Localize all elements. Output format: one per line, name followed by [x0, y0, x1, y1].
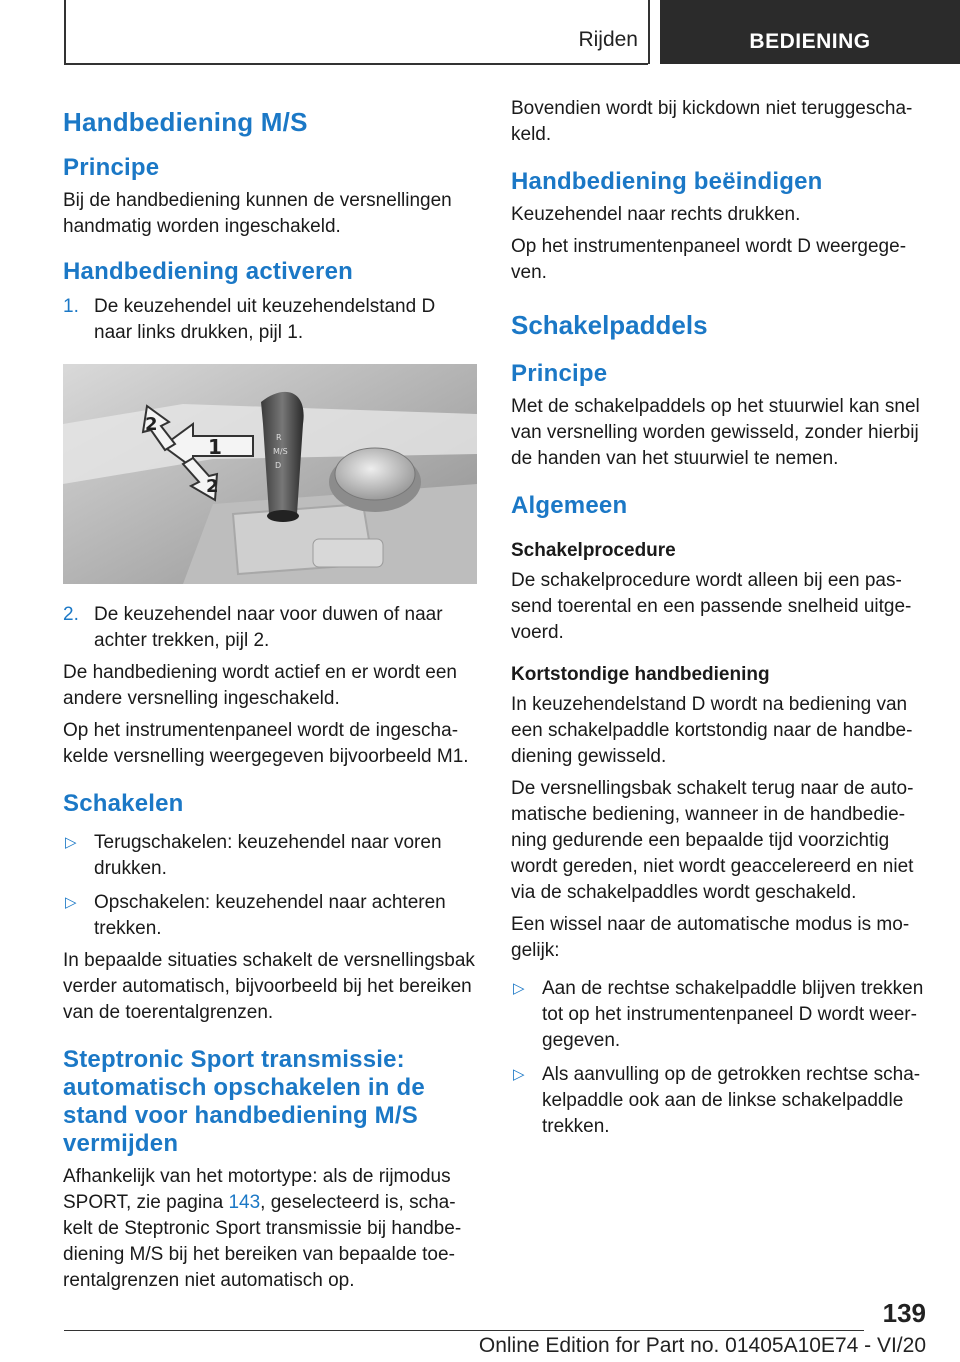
right-column [511, 96, 925, 1140]
kickdown-text: Bovendien wordt bij kickdown niet teruggeschakeld. [511, 98, 913, 145]
figure-label-2a: 2 [145, 414, 158, 435]
paddels-principe-text: Met de schakelpaddels op het stuurwiel kan snel van versnelling worden gewisseld, zonder hierbij de handen van het stuurwiel te nemen. [511, 396, 920, 469]
bullet-terugschakelen-text: Terugschakelen: keuzehendel naar voren drukken. [94, 832, 442, 879]
bullet-linkse-paddle [511, 1062, 925, 1140]
automatic-text: In bepaalde situaties schakelt de versnellingsbak verder automatisch, bijvoorbeeld bij het bereiken van de toerentalgrenzen. [63, 950, 475, 1023]
figure-label-1: 1 [208, 435, 222, 459]
triangle-bullet-icon: ▷ [513, 1066, 525, 1083]
bullet-rechtse-paddle-text: Aan de rechtse schakelpaddle blijven trekken tot op het instrumentenpaneel D wordt weergegeven. [542, 978, 924, 1051]
activeren-result-text: De handbediening wordt actief en er wordt een andere versnelling ingeschakeld. [63, 662, 457, 709]
header-rule-bottom [64, 63, 648, 65]
step-1 [63, 294, 477, 346]
page-link-143[interactable]: 143 [228, 1192, 261, 1213]
figure-label-ms: M/S [273, 447, 288, 456]
section-label: Rijden [578, 28, 638, 51]
step-1-number: 1. [63, 296, 79, 317]
heading-kortstondig: Kortstondige handbediening [511, 664, 770, 685]
header-rule-left [64, 0, 66, 64]
heading-beeindigen: Handbediening beëindigen [511, 168, 823, 195]
steptronic-text-a: Afhankelijk van het motortype: als de rijmodus SPORT, zie pagina [63, 1166, 451, 1213]
heading-steptronic: Steptronic Sport transmissie: automatisch opschakelen in de stand voor handbediening M/S vermijden [63, 1046, 425, 1157]
left-column [63, 96, 477, 1294]
figure-label-2b: 2 [206, 476, 219, 497]
step-2-number: 2. [63, 604, 79, 625]
figure-label-d: D [275, 461, 282, 470]
heading-schakelen: Schakelen [63, 790, 184, 817]
heading-principe-paddels: Principe [511, 360, 608, 387]
kortstondig-text: In keuzehendelstand D wordt na bediening van een schakelpaddle kortstondig naar de handbediening gewisseld. [511, 694, 913, 767]
header-rule-mid [648, 0, 650, 64]
edition-footer: Online Edition for Part no. 01405A10E74 - VI/20 [478, 1334, 926, 1357]
bullet-terugschakelen [63, 830, 477, 882]
step-2 [63, 602, 477, 654]
triangle-bullet-icon: ▷ [65, 834, 77, 851]
wissel-text: Een wissel naar de automatische modus is mogelijk: [511, 914, 910, 961]
bullet-opschakelen [63, 890, 477, 942]
heading-schakelprocedure: Schakelprocedure [511, 540, 676, 561]
heading-principe: Principe [63, 154, 160, 181]
schakelprocedure-text: De schakelprocedure wordt alleen bij een passend toerental en een passende snelheid uitgevoerd. [511, 570, 912, 643]
heading-algemeen: Algemeen [511, 492, 628, 519]
chapter-tab: BEDIENING [660, 0, 960, 64]
instrument-text: Op het instrumentenpaneel wordt de ingeschakelde versnelling weergegeven bijvoorbeeld M1. [63, 720, 469, 767]
triangle-bullet-icon: ▷ [65, 894, 77, 911]
bullet-linkse-paddle-text: Als aanvulling op de getrokken rechtse schakelpaddle ook aan de linkse schakelpaddle trekken. [542, 1064, 921, 1137]
terugschakel-text: De versnellingsbak schakelt terug naar de automatische bediening, wanneer in de handbediening gedurende een bepaalde tijd voorzichtig wordt gereden, niet wordt geaccelereerd en niet via de schakelpaddles wordt geschakeld. [511, 778, 914, 903]
beeindigen-text-2: Op het instrumentenpaneel wordt D weergegeven. [511, 236, 907, 283]
beeindigen-text-1: Keuzehendel naar rechts drukken. [511, 204, 801, 225]
steptronic-text-b: , geselecteerd is, schakelt de Steptronic Sport transmissie bij handbediening M/S bij het bereiken van bepaalde toerentalgrenzen niet automatisch op. [63, 1192, 462, 1291]
heading-activeren: Handbediening activeren [63, 258, 353, 285]
page-number: 139 [882, 1298, 926, 1328]
bullet-opschakelen-text: Opschakelen: keuzehendel naar achteren trekken. [94, 892, 446, 939]
bullet-rechtse-paddle [511, 976, 925, 1054]
figure-label-r: R [276, 433, 282, 442]
page-title: Handbediening M/S [63, 107, 308, 137]
footer-rule [64, 1330, 864, 1331]
triangle-bullet-icon: ▷ [513, 980, 525, 997]
principe-text: Bij de handbediening kunnen de versnellingen handmatig worden ingeschakeld. [63, 190, 452, 237]
heading-schakelpaddels: Schakelpaddels [511, 310, 708, 340]
gear-selector-figure [63, 364, 477, 584]
steptronic-text [63, 1164, 477, 1294]
step-2-text: De keuzehendel naar voor duwen of naar achter trekken, pijl 2. [94, 604, 443, 651]
step-1-text: De keuzehendel uit keuzehendelstand D naar links drukken, pijl 1. [94, 296, 436, 343]
